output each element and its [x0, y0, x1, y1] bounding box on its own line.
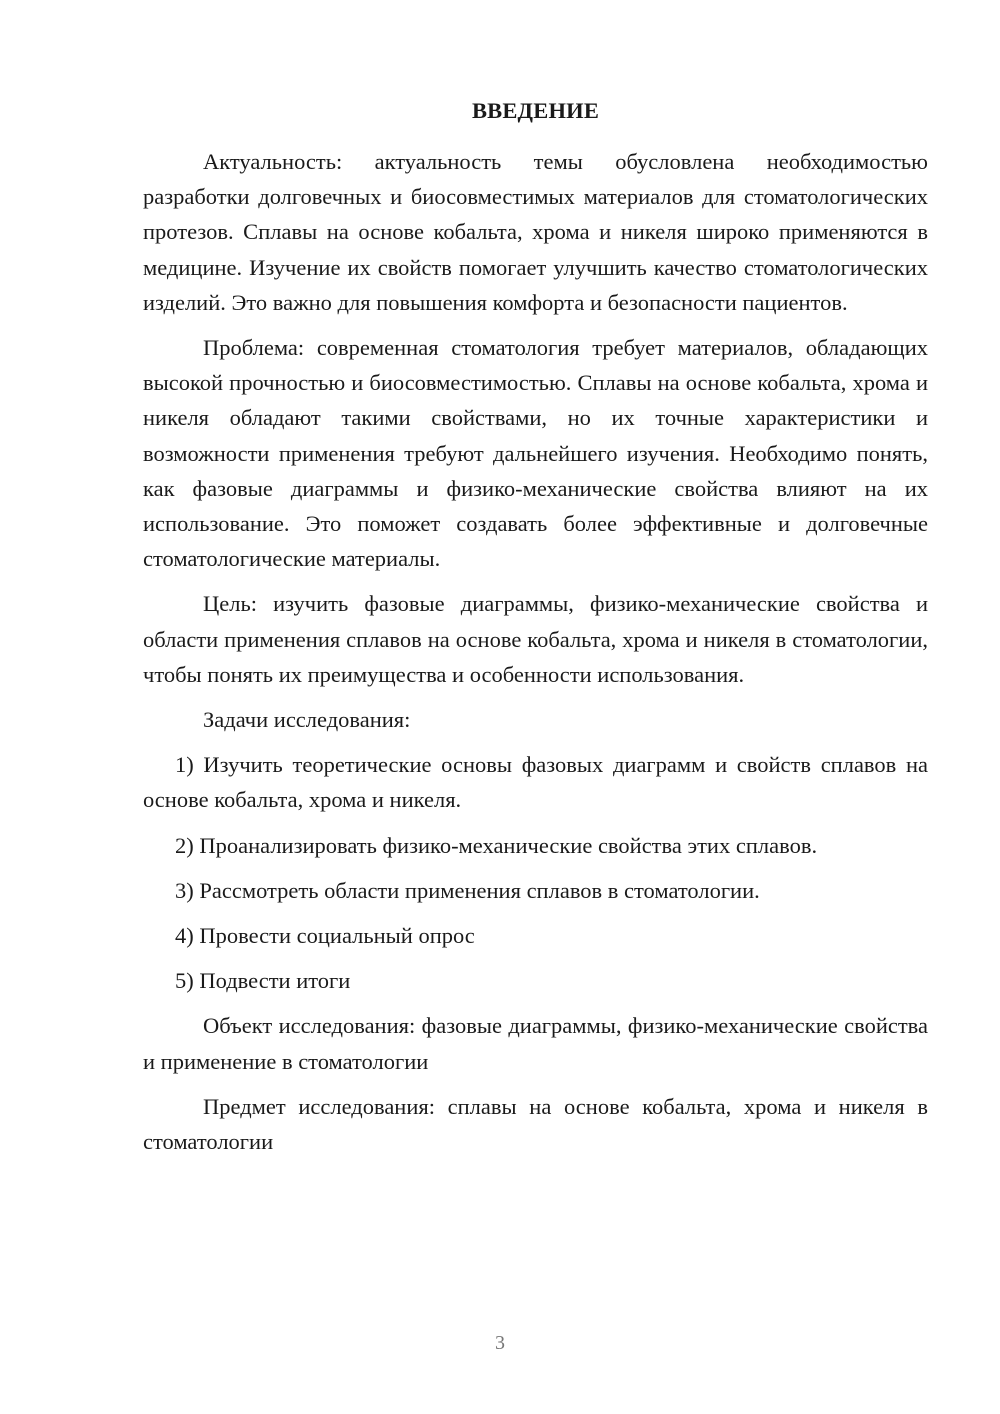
task-item: 2) Проанализировать физико-механические свойства этих сплавов.: [175, 832, 818, 858]
task-item: 4) Провести социальный опрос: [175, 923, 475, 949]
relevance-paragraph: Актуальность: актуальность темы обусловлена необходимостью разработки долговечных и биосовместимых материалов для стоматологических протезов. Сплавы на основе кобальта, хрома и никеля широко применяются в медицине. Изучение их свойств помогает улучшить качество стоматологических изделий. Это важно для повышения комфорта и безопасности пациентов.: [143, 149, 928, 315]
task-item: 1) Изучить теоретические основы фазовых диаграмм и свойств сплавов на основе кобальта, хрома и никеля.: [143, 752, 928, 813]
problem-paragraph: Проблема: современная стоматология требует материалов, обладающих высокой прочностью и биосовместимостью. Сплавы на основе кобальта, хрома и никеля обладают такими свойствами, но их точные характеристики и возможности применения требуют дальнейшего изучения. Необходимо понять, как фазовые диаграммы и физико-механические свойства влияют на их использование. Это поможет создавать более эффективные и долговечные стоматологические материалы.: [143, 335, 928, 572]
task-item: 3) Рассмотреть области применения сплавов в стоматологии.: [175, 877, 760, 903]
task-item: 5) Подвести итоги: [175, 968, 351, 994]
tasks-heading: Задачи исследования:: [203, 707, 411, 733]
goal-paragraph: Цель: изучить фазовые диаграммы, физико-механические свойства и области применения сплавов на основе кобальта, хрома и никеля в стоматологии, чтобы понять их преимущества и особенности использования.: [143, 591, 928, 687]
object-paragraph: Объект исследования: фазовые диаграммы, физико-механические свойства и применение в стоматологии: [143, 1013, 928, 1074]
subject-paragraph: Предмет исследования: сплавы на основе кобальта, хрома и никеля в стоматологии: [143, 1093, 928, 1155]
page-number: 3: [495, 1332, 505, 1354]
page-body: [143, 96, 928, 1169]
section-heading: ВВЕДЕНИЕ: [471, 98, 600, 123]
